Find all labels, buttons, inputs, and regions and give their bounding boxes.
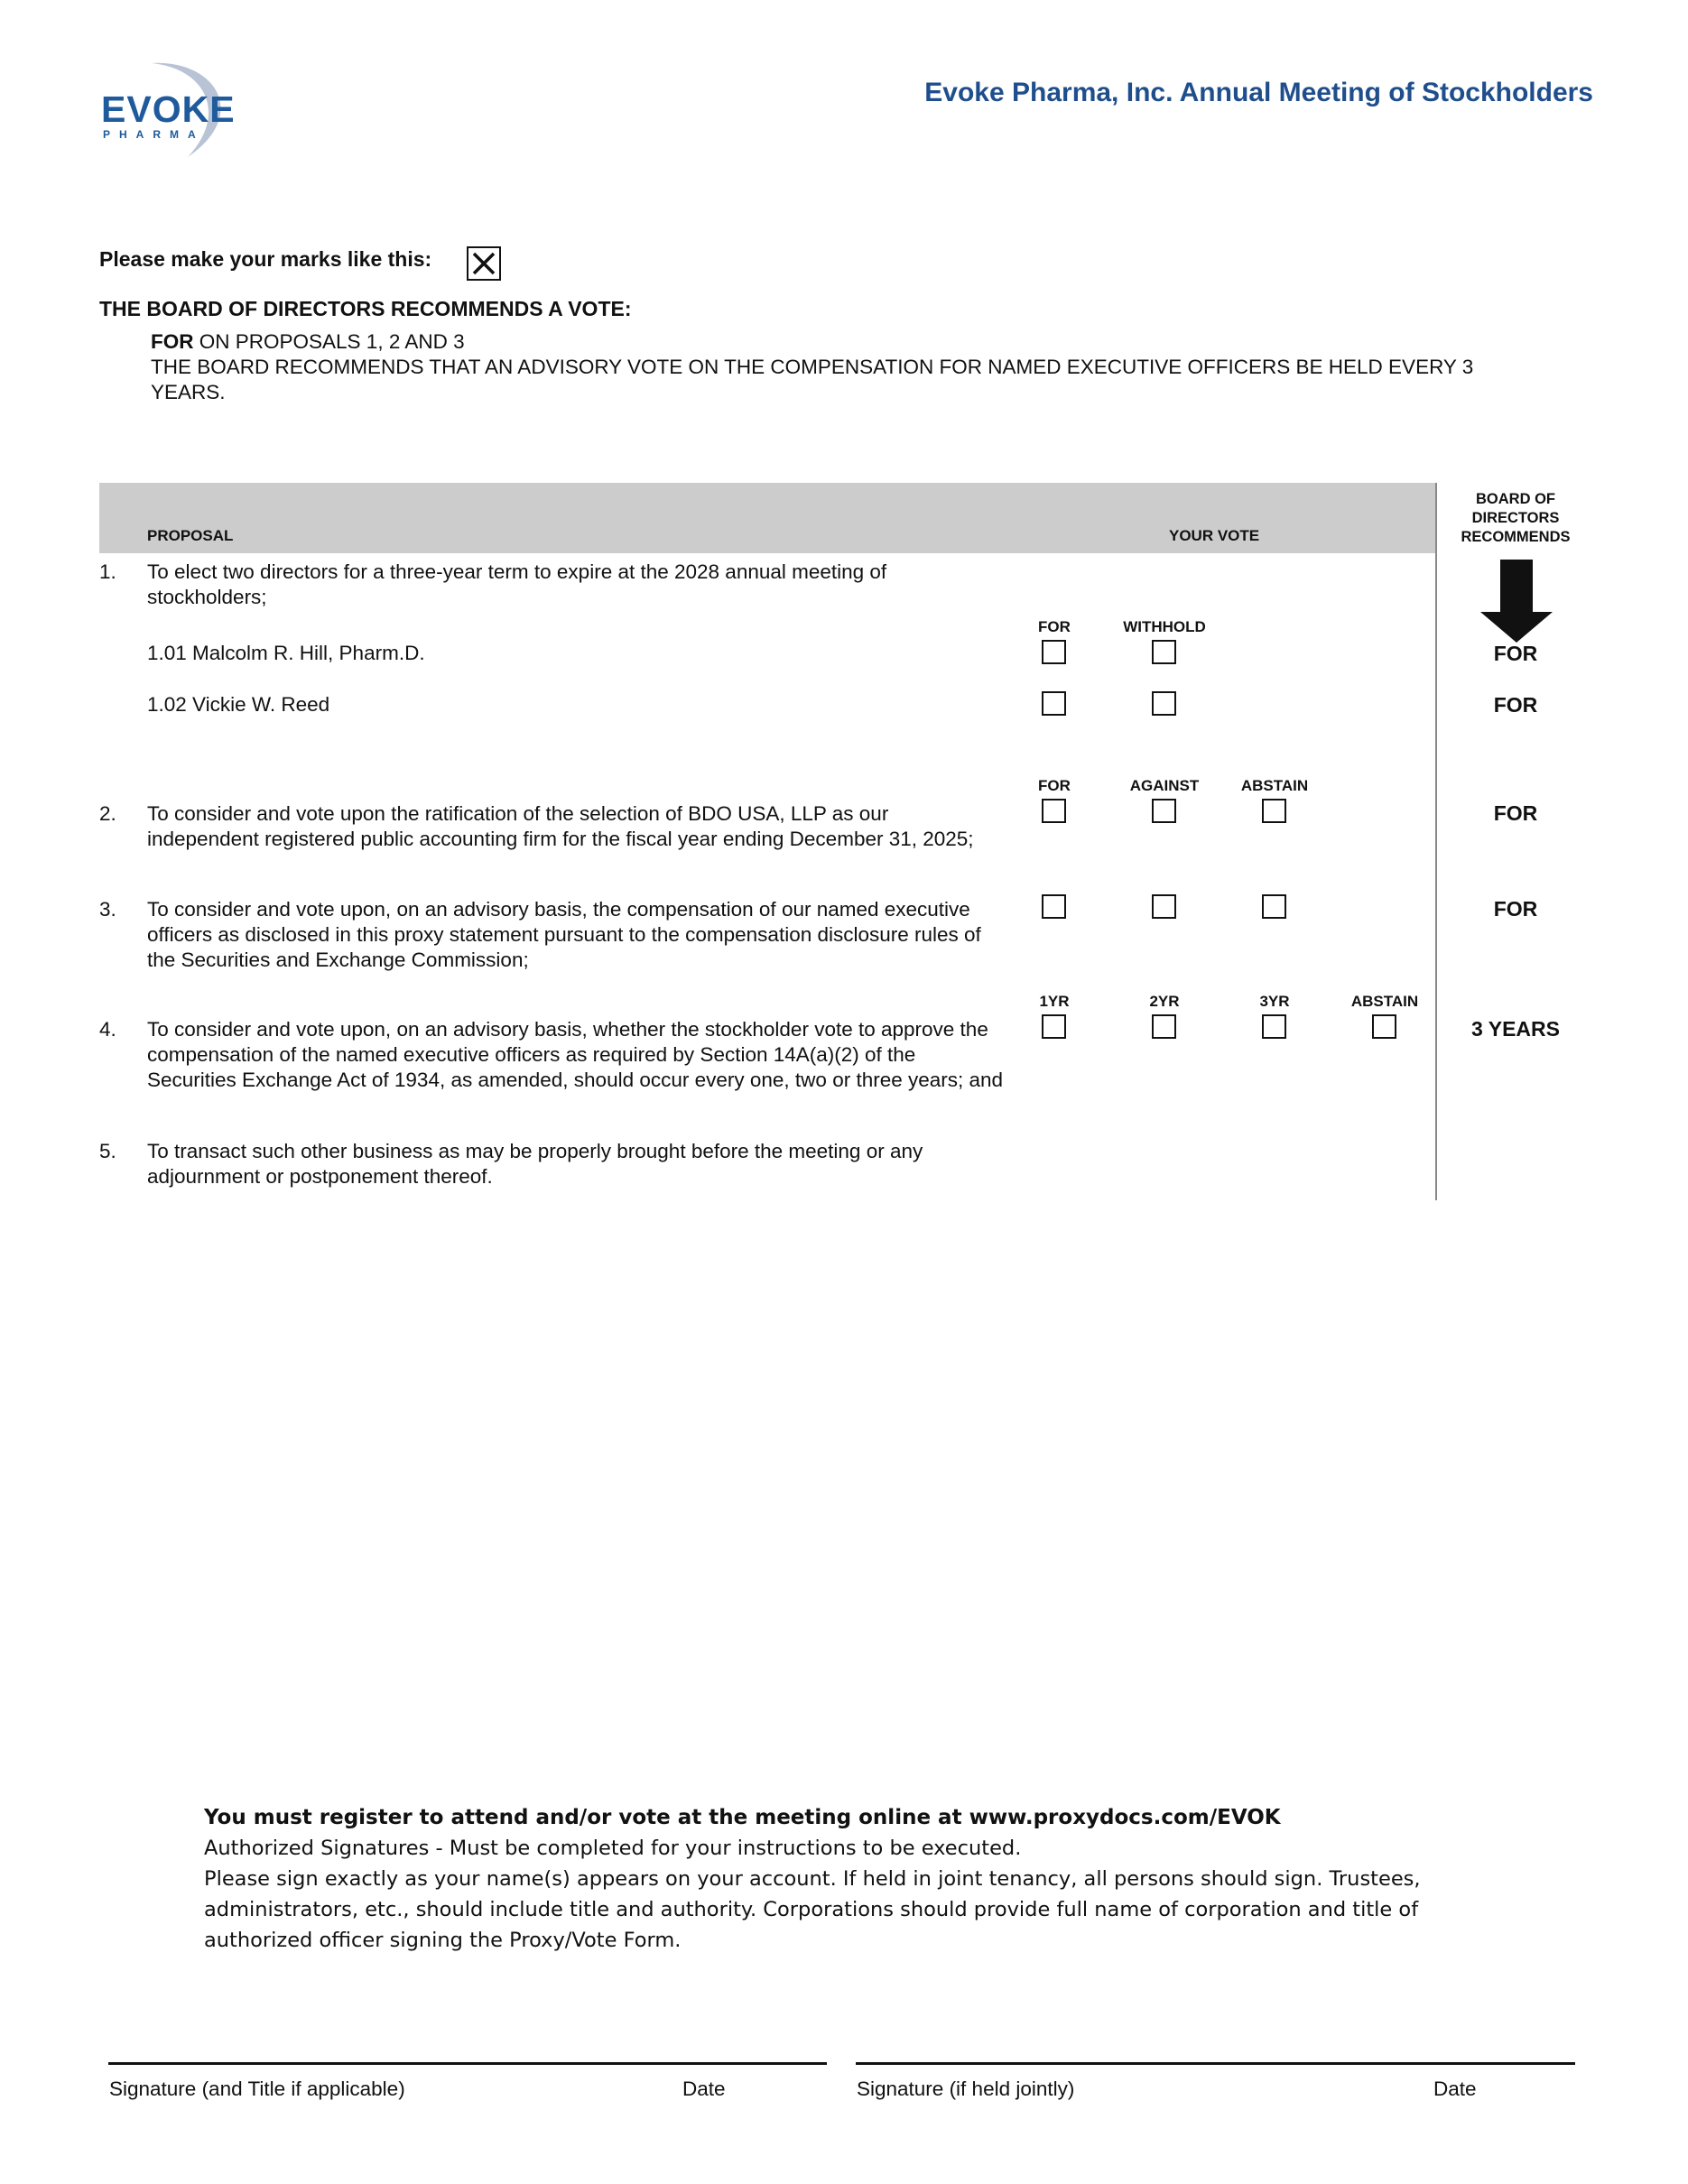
recommend-for-rest: ON PROPOSALS 1, 2 AND 3 [193, 330, 465, 353]
recommend-line-1 [151, 329, 1487, 355]
p1-option-for-label: FOR [1038, 618, 1071, 635]
p3-against-checkbox[interactable] [1152, 894, 1176, 919]
signing-instructions: Please sign exactly as your name(s) appears on your account. If held in joint tenancy, all persons should sign. Trustees, administrators, etc., should include title and authority. Corporations should provide full name of corporation and title of authorized officer signing the Proxy/Vote Form. [204, 1867, 1421, 1952]
p4-3yr-checkbox[interactable] [1262, 1014, 1286, 1039]
column-header-board-recommends: BOARD OF DIRECTORS RECOMMENDS [1461, 491, 1571, 545]
proposal-1-text: To elect two directors for a three-year term to expire at the 2028 annual meeting of stockholders; [147, 560, 887, 608]
column-header-proposal: PROPOSAL [147, 527, 234, 544]
p4-option-2yr-label: 2YR [1149, 993, 1180, 1010]
recommend-line-2: THE BOARD RECOMMENDS THAT AN ADVISORY VOTE ON THE COMPENSATION FOR NAMED EXECUTIVE OFFICERS BE HELD EVERY 3 YEARS. [151, 356, 1474, 403]
nominee-1-board-recommendation: FOR [1493, 642, 1538, 665]
nominee-2-name: 1.02 Vickie W. Reed [147, 693, 330, 716]
board-recommendation-text [151, 329, 1487, 405]
signature-1-label: Signature (and Title if applicable) [109, 2078, 405, 2100]
date-2-label: Date [1433, 2078, 1477, 2100]
proposal-4-number: 4. [99, 1018, 116, 1041]
p4-option-1yr-label: 1YR [1039, 993, 1070, 1010]
proposal-3-text: To consider and vote upon, on an advisory basis, the compensation of our named executive officers as disclosed in this proxy statement pursuant to the compensation disclosure rules of the Securities and Exchange Commission; [147, 898, 981, 971]
p2-board-recommendation: FOR [1493, 801, 1538, 825]
evoke-logo [97, 60, 236, 159]
p4-abstain-checkbox[interactable] [1372, 1014, 1396, 1039]
down-arrow-icon [1480, 560, 1553, 643]
nominee-1-name: 1.01 Malcolm R. Hill, Pharm.D. [147, 642, 425, 664]
board-recommendation-heading: THE BOARD OF DIRECTORS RECOMMENDS A VOTE: [99, 297, 632, 320]
p3-for-checkbox[interactable] [1042, 894, 1066, 919]
p4-option-abstain-label: ABSTAIN [1350, 993, 1419, 1010]
logo-wordmark: EVOKE [101, 88, 236, 130]
p2-option-abstain-label: ABSTAIN [1240, 777, 1309, 794]
nominee-1-for-checkbox[interactable] [1042, 640, 1066, 664]
p4-board-recommendation: 3 YEARS [1470, 1017, 1560, 1041]
proposal-5-text: To transact such other business as may be properly brought before the meeting or any adjournment or postponement thereof. [147, 1140, 923, 1188]
marked-checkbox-example [467, 246, 501, 281]
date-1-label: Date [682, 2078, 726, 2100]
proposal-2-text: To consider and vote upon the ratification of the selection of BDO USA, LLP as our independent registered public accounting firm for the fiscal year ending December 31, 2025; [147, 802, 974, 850]
signature-line-2[interactable] [856, 2062, 1575, 2065]
column-header-your-vote: YOUR VOTE [1169, 527, 1260, 544]
p2-option-for-label: FOR [1038, 777, 1071, 794]
recommend-for-word: FOR [151, 330, 194, 353]
p4-2yr-checkbox[interactable] [1152, 1014, 1176, 1039]
p2-for-checkbox[interactable] [1042, 799, 1066, 823]
nominee-2-withhold-checkbox[interactable] [1152, 691, 1176, 716]
registration-notice [204, 1802, 1513, 1956]
p1-option-withhold-label: WITHHOLD [1123, 618, 1206, 635]
x-mark-icon [468, 248, 499, 279]
p2-abstain-checkbox[interactable] [1262, 799, 1286, 823]
nominee-2-for-checkbox[interactable] [1042, 691, 1066, 716]
signature-line-1[interactable] [108, 2062, 827, 2065]
proposal-4-text: To consider and vote upon, on an advisory basis, whether the stockholder vote to approve the compensation of the named executive officers as required by Section 14A(a)(2) of the Securities Exchange Act of 1934, as amended, should occur every one, two or three years; and [147, 1018, 1004, 1091]
proposal-1-number: 1. [99, 560, 116, 583]
p2-option-against-label: AGAINST [1129, 777, 1200, 794]
authorized-signatures-note: Authorized Signatures - Must be completed for your instructions to be executed. [204, 1837, 1022, 1860]
registration-notice-title: You must register to attend and/or vote at the meeting online at www.proxydocs.com/EVOK [204, 1806, 1281, 1829]
p4-option-3yr-label: 3YR [1259, 993, 1290, 1010]
proposal-2-number: 2. [99, 802, 116, 825]
proposal-5-number: 5. [99, 1140, 116, 1162]
column-divider [1435, 483, 1437, 1200]
p3-board-recommendation: FOR [1493, 897, 1538, 921]
signature-2-label: Signature (if held jointly) [857, 2078, 1075, 2100]
nominee-1-withhold-checkbox[interactable] [1152, 640, 1176, 664]
p3-abstain-checkbox[interactable] [1262, 894, 1286, 919]
p4-1yr-checkbox[interactable] [1042, 1014, 1066, 1039]
logo-subtext: PHARMA [103, 128, 205, 141]
proposal-3-number: 3. [99, 898, 116, 921]
nominee-2-board-recommendation: FOR [1493, 693, 1538, 717]
document-title: Evoke Pharma, Inc. Annual Meeting of Stockholders [924, 78, 1593, 107]
marks-instruction: Please make your marks like this: [99, 247, 432, 271]
p2-against-checkbox[interactable] [1152, 799, 1176, 823]
